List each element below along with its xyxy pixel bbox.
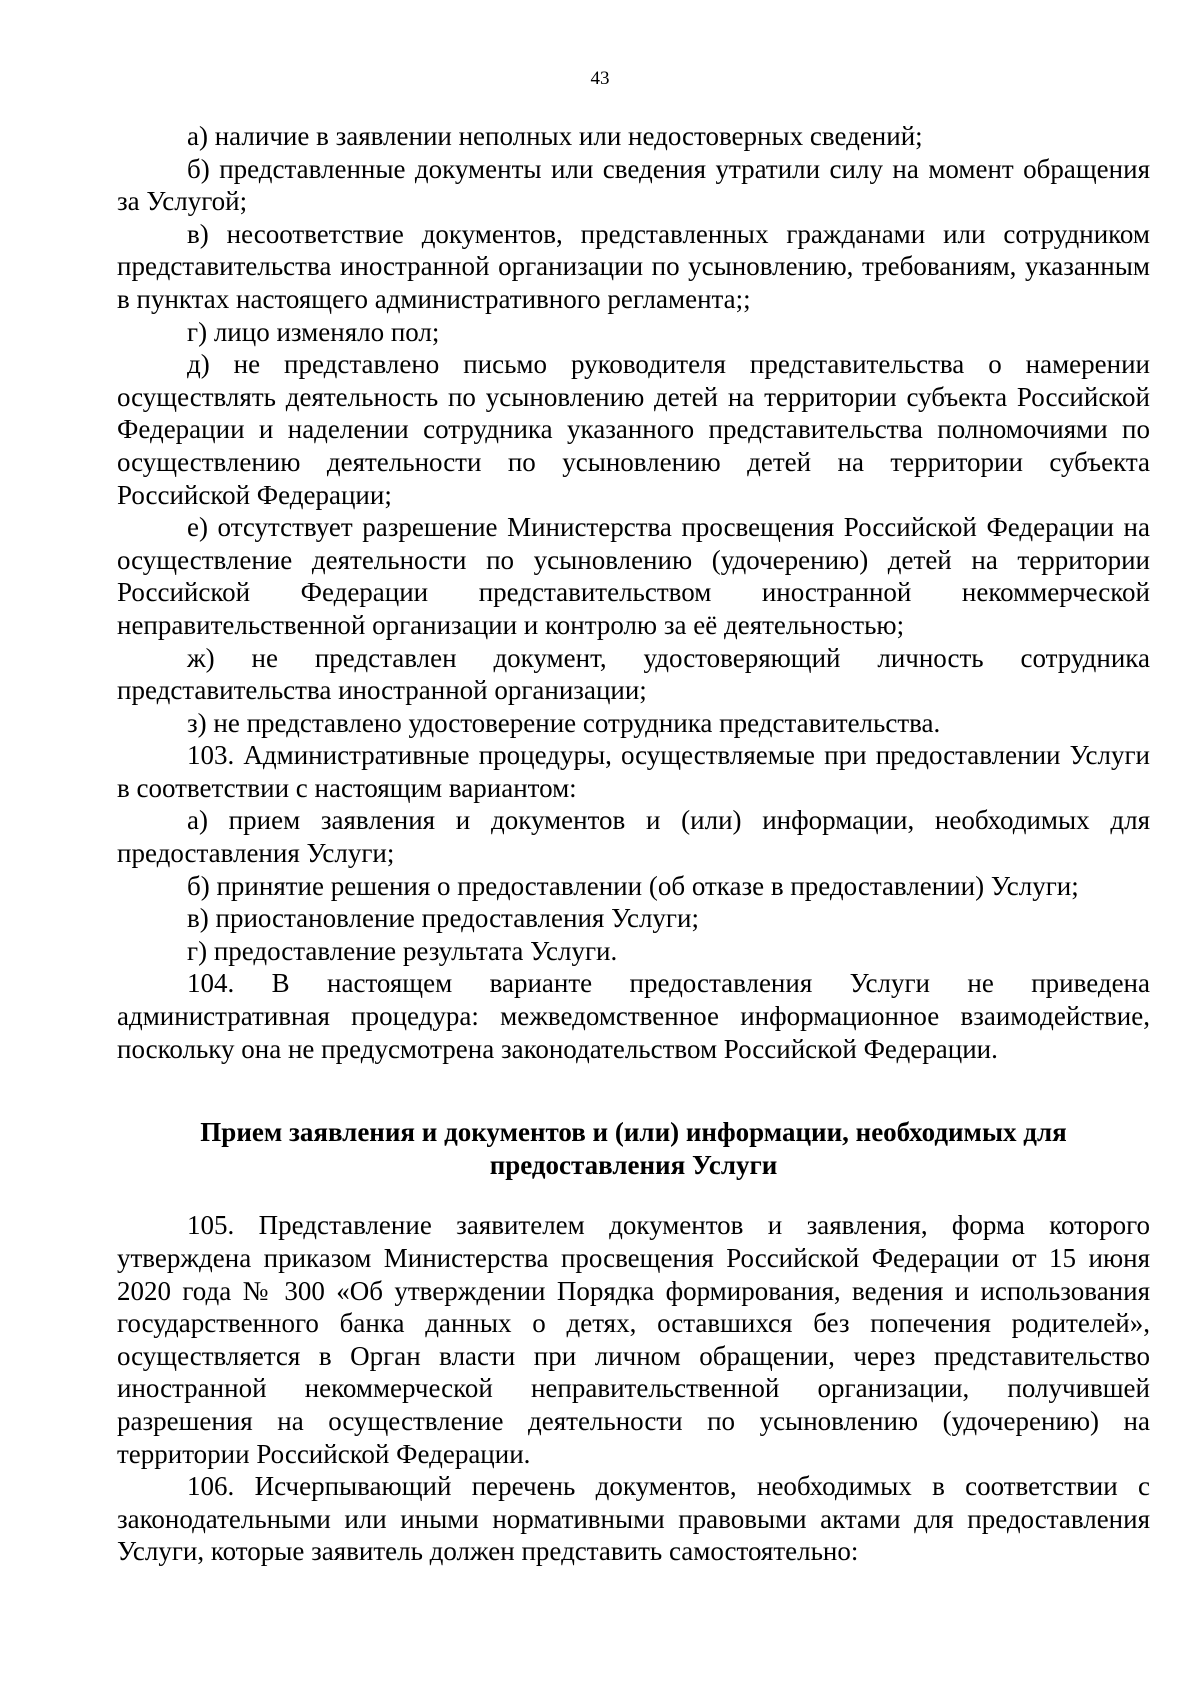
paragraph-item-d: д) не представлено письмо руководителя представительства о намерении осуществлять деятельность по усыновлению детей на территории субъекта Российской Федерации и наделении сотрудника указанного представительства полномочиями по осуществлению деятельности по усыновлению детей на территории субъекта Российской Федерации; [117, 349, 1150, 510]
paragraph-item-zh: ж) не представлен документ, удостоверяющий личность сотрудника представительства иностранной организации; [117, 642, 1150, 706]
document-body [117, 120, 1150, 1568]
section-heading: Прием заявления и документов и (или) информации, необходимых для предоставления Услуги [200, 1117, 1067, 1180]
paragraph-105: 105. Представление заявителем документов и заявления, форма которого утверждена приказом Министерства просвещения Российской Федерации от 15 июня 2020 года № 300 «Об утверждении Порядка формирования, ведения и использования государственного банка данных о детях, оставшихся без попечения родителей», осуществляется в Орган власти при личном обращении, через представительство иностранной некоммерческой неправительственной организации, получившей разрешения на осуществление деятельности по усыновлению (удочерению) на территории Российской Федерации. [117, 1210, 1150, 1469]
page-number: 43 [590, 68, 610, 89]
paragraph-item-g: г) лицо изменяло пол; [187, 316, 440, 347]
paragraph-item-a: а) наличие в заявлении неполных или недостоверных сведений; [187, 121, 923, 151]
paragraph-103-v: в) приостановление предоставления Услуги; [187, 903, 699, 934]
paragraph-item-b: б) представленные документы или сведения утратили силу на момент обращения за Услугой; [117, 153, 1150, 217]
paragraph-103-g: г) предоставление результата Услуги. [187, 935, 618, 966]
paragraph-103: 103. Административные процедуры, осуществляемые при предоставлении Услуги в соответствии с настоящим вариантом: [117, 740, 1150, 803]
paragraph-item-z: з) не представлено удостоверение сотрудника представительства. [187, 707, 941, 738]
paragraph-104: 104. В настоящем варианте предоставления Услуги не приведена административная процедура: межведомственное информационное взаимодействие, поскольку она не предусмотрена законодательством Российской Федерации. [117, 968, 1150, 1064]
paragraph-item-v: в) несоответствие документов, представленных гражданами или сотрудником представительства иностранной организации по усыновлению, требованиям, указанным в пунктах настоящего административного регламента;; [117, 218, 1150, 314]
paragraph-103-b: б) принятие решения о предоставлении (об отказе в предоставлении) Услуги; [187, 870, 1079, 901]
paragraph-103-a: а) прием заявления и документов и (или) информации, необходимых для предоставления Услуги; [117, 805, 1150, 869]
paragraph-item-e: е) отсутствует разрешение Министерства просвещения Российской Федерации на осуществление деятельности по усыновлению (удочерению) детей на территории Российской Федерации представительством иностранной некоммерческой неправительственной организации и контролю за её деятельностью; [117, 512, 1150, 640]
paragraph-106: 106. Исчерпывающий перечень документов, необходимых в соответствии с законодательными или иными нормативными правовыми актами для предоставления Услуги, которые заявитель должен представить самостоятельно: [117, 1471, 1150, 1567]
